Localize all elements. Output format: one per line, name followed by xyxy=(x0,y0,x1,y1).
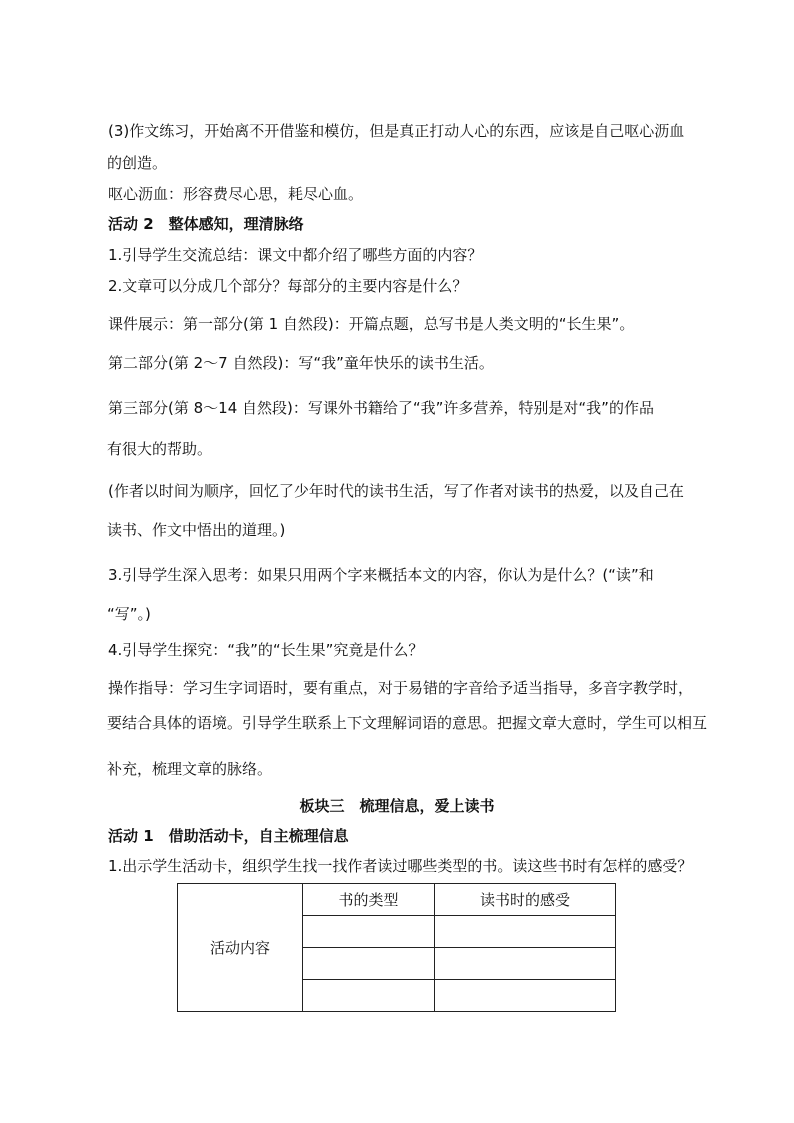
table-cell xyxy=(435,980,616,1012)
paragraph-line: 课件展示：第一部分(第 1 自然段)：开篇点题，总写书是人类文明的“长生果”。 xyxy=(108,315,635,333)
paragraph-line: (作者以时间为顺序，回忆了少年时代的读书生活，写了作者对读书的热爱，以及自己在 xyxy=(108,482,684,500)
paragraph-line: 第三部分(第 8～14 自然段)：写课外书籍给了“我”许多营养，特别是对“我”的作品 xyxy=(108,399,654,417)
paragraph-line: 读书、作文中悟出的道理。) xyxy=(107,521,286,539)
table-cell xyxy=(303,980,435,1012)
section-heading: 活动 1 借助活动卡，自主梳理信息 xyxy=(108,827,349,845)
table-cell xyxy=(435,916,616,948)
block-heading: 板块三 梳理信息，爱上读书 xyxy=(299,797,495,815)
table-row xyxy=(178,884,616,916)
paragraph-line: 有很大的帮助。 xyxy=(107,440,213,458)
paragraph-line: 1.出示学生活动卡，组织学生找一找作者读过哪些类型的书。读这些书时有怎样的感受？ xyxy=(108,857,693,875)
paragraph-line: 补充，梳理文章的脉络。 xyxy=(107,760,273,778)
table-cell xyxy=(303,948,435,980)
column-header-reading-feeling: 读书时的感受 xyxy=(435,884,616,916)
paragraph-line: 第二部分(第 2～7 自然段)：写“我”童年快乐的读书生活。 xyxy=(108,354,494,372)
paragraph-line: 的创造。 xyxy=(107,154,168,172)
paragraph-line: 1.引导学生交流总结：课文中都介绍了哪些方面的内容？ xyxy=(108,246,483,264)
table-cell xyxy=(435,948,616,980)
row-header-cell: 活动内容 xyxy=(178,884,303,1012)
paragraph-line: 呕心沥血：形容费尽心思，耗尽心血。 xyxy=(108,185,364,203)
paragraph-line: 要结合具体的语境。引导学生联系上下文理解词语的意思。把握文章大意时，学生可以相互 xyxy=(107,714,708,732)
paragraph-line: 3.引导学生深入思考：如果只用两个字来概括本文的内容，你认为是什么？(“读”和 xyxy=(108,566,654,584)
paragraph-line: 操作指导：学习生字词语时，要有重点，对于易错的字音给予适当指导，多音字教学时， xyxy=(108,679,694,697)
paragraph-line: (3)作文练习，开始离不开借鉴和模仿，但是真正打动人心的东西，应该是自己呕心沥血 xyxy=(108,122,685,140)
table-cell xyxy=(303,916,435,948)
paragraph-line: 4.引导学生探究：“我”的“长生果”究竟是什么？ xyxy=(108,641,424,659)
column-header-book-type: 书的类型 xyxy=(303,884,435,916)
paragraph-line: 2.文章可以分成几个部分？每部分的主要内容是什么？ xyxy=(108,277,468,295)
section-heading: 活动 2 整体感知，理清脉络 xyxy=(108,215,304,233)
activity-card-table xyxy=(177,883,616,1012)
paragraph-line: “写”。) xyxy=(107,605,151,623)
